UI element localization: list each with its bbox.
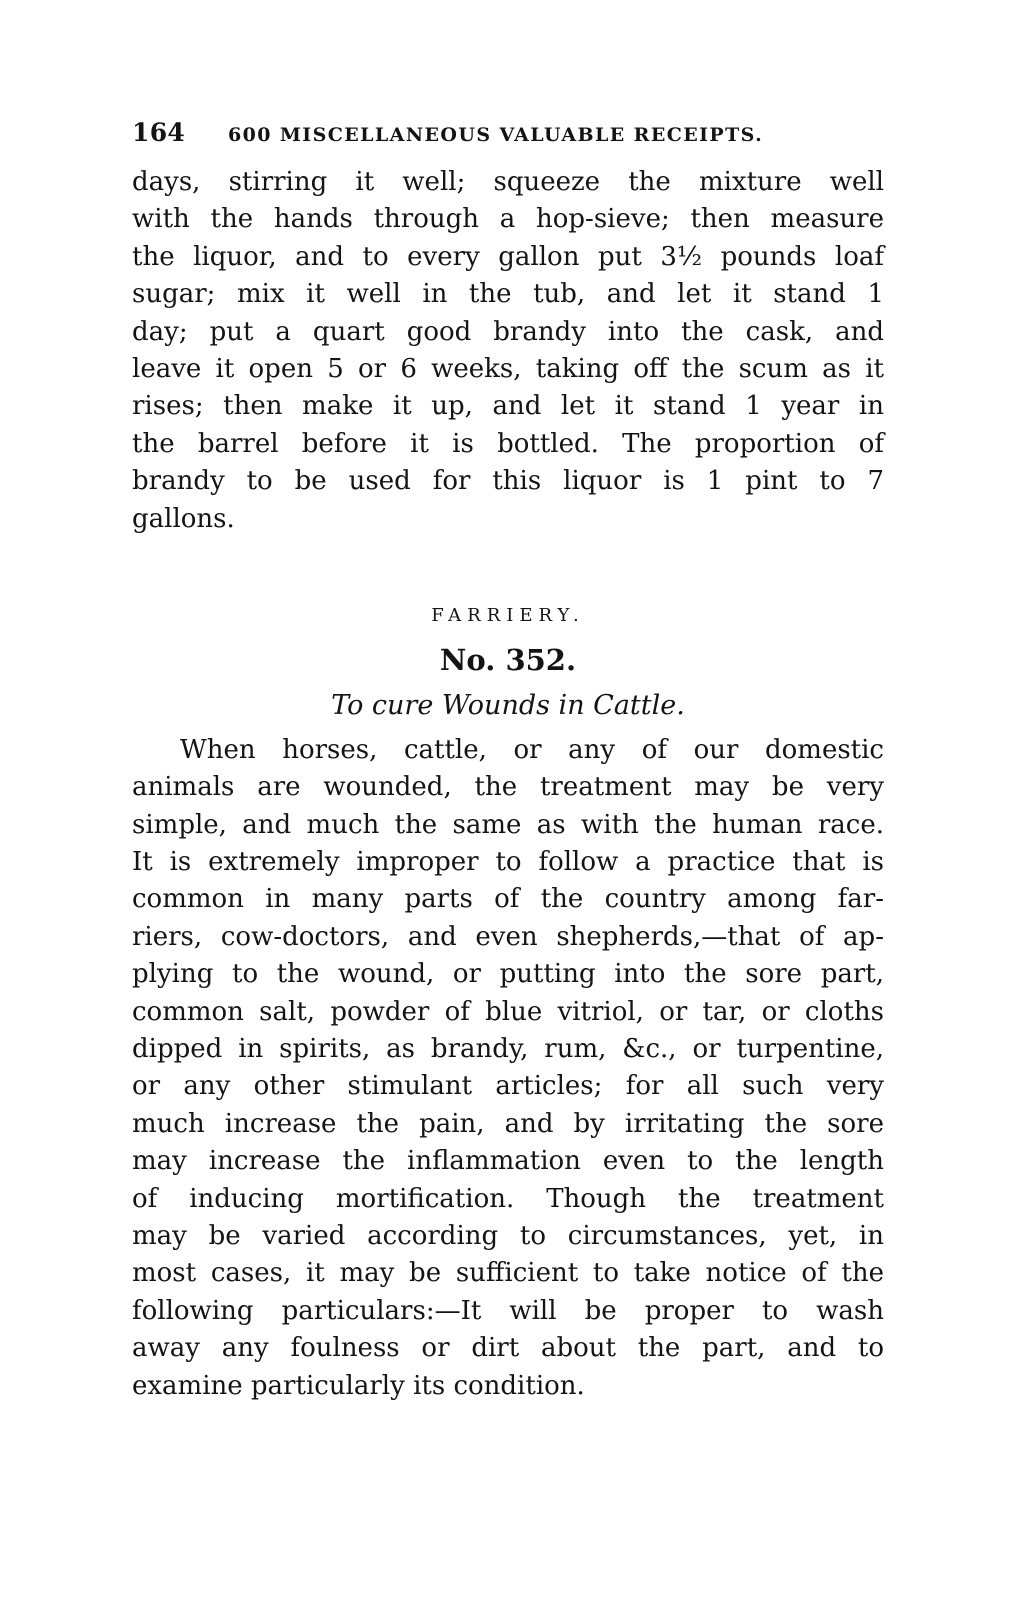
text-line: plying to the wound, or putting into the sore part, bbox=[132, 959, 884, 990]
text-line: leave it open 5 or 6 weeks, taking off the scum as it bbox=[132, 353, 884, 384]
text-line: days, stirring it well; squeeze the mixture well bbox=[132, 167, 884, 197]
text-line: away any foulness or dirt about the part, and to bbox=[132, 1333, 884, 1364]
text-line: of inducing mortification. Though the treatment bbox=[132, 1183, 884, 1214]
recipe-title: To cure Wounds in Cattle. bbox=[331, 689, 685, 721]
text-line: most cases, it may be sufficient to take notice of the bbox=[132, 1258, 884, 1289]
text-line: When horses, cattle, or any of our domestic bbox=[180, 734, 884, 765]
running-head bbox=[132, 118, 884, 158]
text-line: sugar; mix it well in the tub, and let it stand 1 bbox=[132, 279, 884, 310]
text-line: common in many parts of the country among far- bbox=[132, 884, 884, 915]
recipe-paragraph bbox=[132, 732, 884, 1405]
text-line: may increase the inflammation even to the length bbox=[132, 1146, 884, 1177]
text-line: common salt, powder of blue vitriol, or tar, or cloths bbox=[132, 996, 884, 1027]
text-line: following particulars:—It will be proper to wash bbox=[132, 1295, 884, 1326]
text-line: dipped in spirits, as brandy, rum, &c., or turpentine, bbox=[132, 1034, 884, 1065]
text-line: rises; then make it up, and let it stand 1 year in bbox=[132, 391, 884, 422]
recipe-number: No. 352. bbox=[439, 642, 577, 677]
continued-paragraph bbox=[132, 164, 884, 538]
text-line: much increase the pain, and by irritating the sore bbox=[132, 1108, 884, 1139]
text-line: or any other stimulant articles; for all such very bbox=[132, 1071, 884, 1102]
text-line: the barrel before it is bottled. The proportion of bbox=[132, 428, 884, 459]
text-line: It is extremely improper to follow a practice that is bbox=[132, 847, 884, 878]
running-title: 600 MISCELLANEOUS VALUABLE RECEIPTS. bbox=[228, 124, 764, 146]
text-line: simple, and much the same as with the human race. bbox=[132, 809, 884, 840]
text-line: riers, cow-doctors, and even shepherds,—that of ap- bbox=[132, 921, 884, 952]
text-line: may be varied according to circumstances, yet, in bbox=[132, 1220, 884, 1251]
text-line: the liquor, and to every gallon put 3½ pounds loaf bbox=[132, 241, 884, 272]
text-line: animals are wounded, the treatment may be very bbox=[132, 772, 884, 803]
text-line: gallons. bbox=[132, 503, 235, 534]
book-page bbox=[132, 118, 884, 1405]
section-heading: FARRIERY. bbox=[431, 604, 585, 626]
page-number: 164 bbox=[132, 118, 186, 147]
text-line: examine particularly its condition. bbox=[132, 1370, 585, 1401]
text-line: day; put a quart good brandy into the cask, and bbox=[132, 316, 884, 347]
text-line: brandy to be used for this liquor is 1 pint to 7 bbox=[132, 466, 884, 497]
text-line: with the hands through a hop-sieve; then measure bbox=[132, 204, 884, 235]
